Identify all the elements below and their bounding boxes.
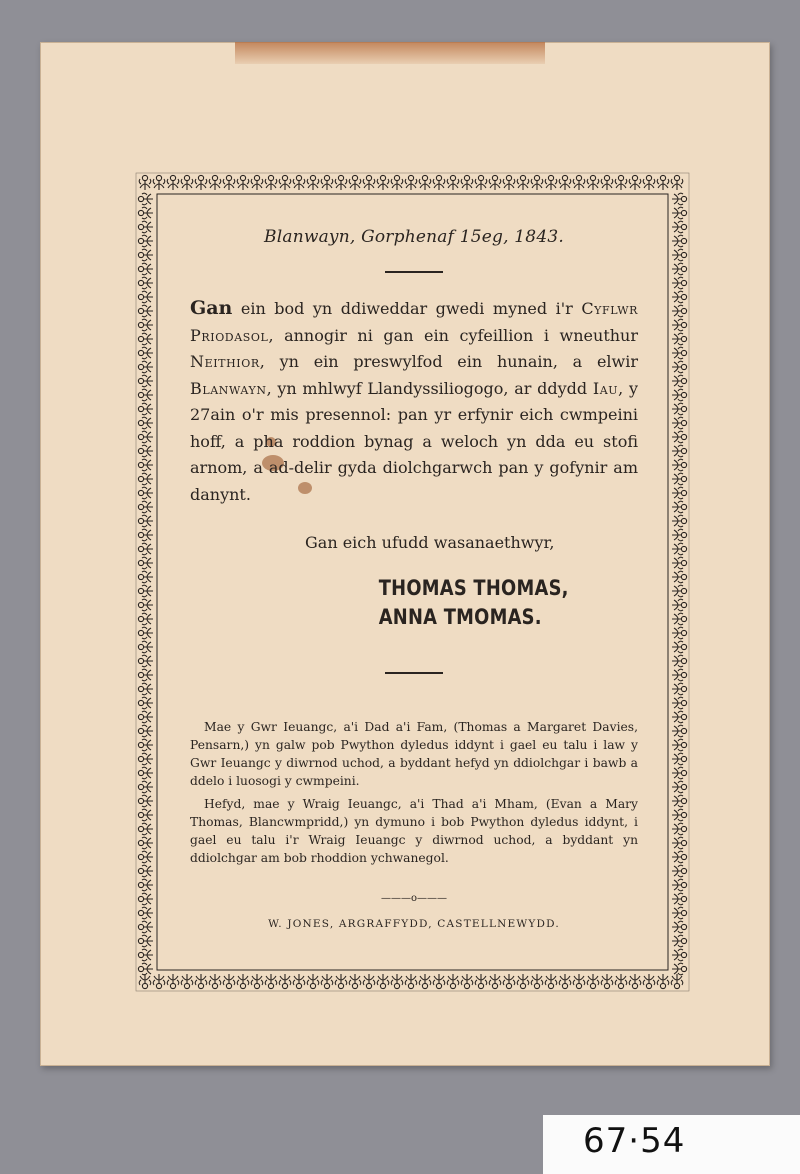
border-motif: [138, 753, 153, 765]
border-motif: [138, 711, 153, 723]
border-motif: [138, 697, 153, 709]
border-motif: [461, 175, 473, 190]
border-motif: [672, 683, 687, 695]
border-motif: [672, 473, 687, 485]
border-motif: [138, 641, 153, 653]
border-motif: [138, 851, 153, 863]
border-motif: [672, 893, 687, 905]
border-motif: [671, 974, 683, 989]
border-motif: [672, 907, 687, 919]
border-motif: [601, 175, 613, 190]
border-motif: [672, 361, 687, 373]
border-motif: [672, 417, 687, 429]
border-motif: [307, 175, 319, 190]
border-motif: [265, 974, 277, 989]
border-motif: [138, 963, 153, 975]
border-motif: [672, 697, 687, 709]
border-motif: [405, 974, 417, 989]
border-motif: [489, 974, 501, 989]
border-motif: [672, 725, 687, 737]
invitation-paragraph: [190, 295, 638, 508]
border-motif: [672, 879, 687, 891]
border-motif: [391, 974, 403, 989]
border-motif: [138, 249, 153, 261]
border-motif: [447, 974, 459, 989]
border-motif: [138, 459, 153, 471]
border-motif: [517, 974, 529, 989]
border-motif: [672, 641, 687, 653]
border-motif: [138, 613, 153, 625]
border-motif: [531, 974, 543, 989]
border-motif: [447, 175, 459, 190]
signatory-name: ANNA TMOMAS.: [378, 605, 542, 629]
border-motif: [629, 175, 641, 190]
border-motif: [433, 175, 445, 190]
border-motif: [672, 949, 687, 961]
border-motif: [293, 175, 305, 190]
border-motif: [672, 865, 687, 877]
border-motif: [615, 974, 627, 989]
border-motif: [335, 974, 347, 989]
border-motif: [672, 403, 687, 415]
border-motif: [139, 175, 151, 190]
border-motif: [419, 974, 431, 989]
border-motif: [672, 501, 687, 513]
border-motif: [279, 175, 291, 190]
border-motif: [349, 175, 361, 190]
small-caps-run: Neithior: [190, 352, 260, 371]
border-motif: [138, 515, 153, 527]
border-motif: [138, 221, 153, 233]
border-motif: [672, 711, 687, 723]
border-motif: [251, 974, 263, 989]
border-motif: [672, 795, 687, 807]
border-motif: [657, 175, 669, 190]
border-motif: [138, 879, 153, 891]
border-motif: [138, 599, 153, 611]
border-motif: [672, 389, 687, 401]
border-motif: [672, 221, 687, 233]
border-motif: [138, 837, 153, 849]
border-motif: [138, 865, 153, 877]
border-motif: [672, 529, 687, 541]
border-motif: [223, 175, 235, 190]
border-motif: [293, 974, 305, 989]
ornament-divider: ———o———: [380, 892, 448, 904]
border-motif: [672, 445, 687, 457]
border-motif: [138, 207, 153, 219]
border-motif: [349, 974, 361, 989]
border-motif: [138, 683, 153, 695]
border-motif: [489, 175, 501, 190]
border-motif: [138, 291, 153, 303]
document-sheet: [40, 42, 770, 1066]
border-motif: [195, 175, 207, 190]
border-motif: [503, 974, 515, 989]
border-motif: [672, 543, 687, 555]
border-motif: [377, 974, 389, 989]
border-motif: [138, 557, 153, 569]
border-motif: [643, 974, 655, 989]
border-motif: [138, 627, 153, 639]
border-motif: [657, 974, 669, 989]
border-motif: [545, 175, 557, 190]
note-paragraph: Hefyd, mae y Wraig Ieuangc, a'i Thad a'i Mham, (Evan a Mary Thomas, Blancwmpridd,) yn dymuno i bob Pwython dyledus iddynt, i gael eu talu i'r Wraig Ieuangc y diwrnod uchod, a byddant yn ddiolchgar am bob rhoddion ychwanegol.: [190, 796, 638, 865]
border-motif: [503, 175, 515, 190]
border-motif: [672, 319, 687, 331]
border-motif: [138, 375, 153, 387]
border-motif: [672, 557, 687, 569]
border-motif: [138, 235, 153, 247]
border-motif: [672, 515, 687, 527]
border-motif: [672, 333, 687, 345]
border-motif: [138, 823, 153, 835]
border-motif: [672, 599, 687, 611]
border-motif: [672, 809, 687, 821]
border-motif: [251, 175, 263, 190]
border-motif: [615, 175, 627, 190]
border-motif: [672, 207, 687, 219]
border-motif: [629, 974, 641, 989]
border-motif: [377, 175, 389, 190]
border-motif: [138, 277, 153, 289]
border-motif: [237, 175, 249, 190]
border-motif: [138, 571, 153, 583]
divider-rule: [385, 271, 443, 273]
border-motif: [672, 277, 687, 289]
border-motif: [672, 851, 687, 863]
border-motif: [461, 974, 473, 989]
border-motif: [138, 949, 153, 961]
border-motif: [237, 974, 249, 989]
border-motif: [531, 175, 543, 190]
border-motif: [209, 974, 221, 989]
small-caps-run: Blanwayn: [190, 378, 267, 398]
printer-imprint: W. JONES, ARGRAFFYDD, CASTELLNEWYDD.: [268, 917, 560, 930]
drop-cap: Gan: [190, 297, 233, 319]
border-motif: [363, 974, 375, 989]
border-motif: [138, 501, 153, 513]
border-motif: [672, 305, 687, 317]
signoff: Gan eich ufudd wasanaethwyr,: [305, 533, 555, 552]
border-motif: [138, 725, 153, 737]
border-motif: [672, 781, 687, 793]
border-motif: [587, 974, 599, 989]
border-motif: [559, 175, 571, 190]
border-motif: [672, 459, 687, 471]
border-motif: [138, 935, 153, 947]
border-motif: [672, 627, 687, 639]
border-motif: [139, 974, 151, 989]
border-motif: [475, 175, 487, 190]
border-motif: [307, 974, 319, 989]
border-motif: [545, 974, 557, 989]
border-motif: [209, 175, 221, 190]
border-motif: [672, 753, 687, 765]
catalogue-number: 67·54: [583, 1121, 686, 1161]
border-motif: [265, 175, 277, 190]
border-motif: [559, 974, 571, 989]
border-motif: [138, 361, 153, 373]
border-motif: [195, 974, 207, 989]
signatories: [190, 574, 571, 632]
border-motif: [672, 193, 687, 205]
border-motif: [138, 767, 153, 779]
border-motif: [405, 175, 417, 190]
text-run: , annogir ni gan ein cyfeillion i wneuthur: [268, 325, 638, 345]
border-motif: [138, 347, 153, 359]
border-motif: [587, 175, 599, 190]
border-motif: [672, 375, 687, 387]
border-motif: [138, 543, 153, 555]
signatory-name: THOMAS THOMAS,: [378, 576, 569, 600]
border-motif: [672, 823, 687, 835]
text-run: , y 27ain o'r mis presennol: pan yr erfynir eich cwmpeini hoff, a pha roddion bynag a weloch yn dda eu stofi arnom, a ad-delir gyda diolchgarwch pan y gofynir am danynt.: [190, 378, 639, 504]
border-motif: [672, 767, 687, 779]
border-motif: [671, 175, 683, 190]
border-motif: [672, 347, 687, 359]
catalogue-tag: [543, 1115, 800, 1174]
border-motif: [672, 235, 687, 247]
border-motif: [138, 417, 153, 429]
border-motif: [138, 263, 153, 275]
border-motif: [153, 175, 165, 190]
border-motif: [223, 974, 235, 989]
small-caps-run: Cyflwr Priodasol: [190, 299, 638, 345]
border-motif: [138, 739, 153, 751]
border-motif: [138, 655, 153, 667]
border-motif: [672, 837, 687, 849]
border-motif: [672, 291, 687, 303]
border-motif: [573, 974, 585, 989]
border-motif: [475, 974, 487, 989]
border-motif: [138, 487, 153, 499]
border-motif: [153, 974, 165, 989]
border-motif: [419, 175, 431, 190]
border-motif: [279, 974, 291, 989]
border-motif: [167, 974, 179, 989]
border-motif: [138, 403, 153, 415]
border-motif: [138, 431, 153, 443]
border-motif: [138, 333, 153, 345]
border-motif: [672, 571, 687, 583]
border-motif: [672, 921, 687, 933]
border-motif: [672, 613, 687, 625]
border-motif: [672, 585, 687, 597]
border-motif: [138, 305, 153, 317]
border-motif: [573, 175, 585, 190]
border-motif: [138, 193, 153, 205]
announcement-body: [190, 227, 638, 930]
border-motif: [138, 445, 153, 457]
border-motif: [672, 935, 687, 947]
small-caps-run: Iau: [592, 378, 619, 398]
border-motif: [672, 963, 687, 975]
notes-section: [190, 718, 638, 867]
divider-rule: [385, 672, 443, 674]
note-paragraph: Mae y Gwr Ieuangc, a'i Dad a'i Fam, (Thomas a Margaret Davies, Pensarn,) yn galw pob Pwython dyledus iddynt i gael eu talu i law y Gwr Ieuangc y diwrnod uchod, a byddant hefyd yn ddiolchgar i bawb a ddelo i luosogi y cwmpeini.: [190, 719, 638, 788]
border-motif: [433, 974, 445, 989]
border-motif: [321, 974, 333, 989]
border-motif: [138, 781, 153, 793]
border-motif: [138, 319, 153, 331]
border-motif: [138, 389, 153, 401]
border-motif: [138, 669, 153, 681]
border-motif: [672, 739, 687, 751]
border-motif: [643, 175, 655, 190]
border-motif: [181, 175, 193, 190]
text-run: , yn mhlwyf Llandyssiliogogo, ar ddydd: [266, 378, 593, 398]
tape-stain: [235, 42, 545, 64]
border-motif: [138, 585, 153, 597]
text-run: , yn ein preswylfod ein hunain, a elwir: [259, 352, 638, 371]
border-motif: [138, 893, 153, 905]
border-motif: [672, 431, 687, 443]
border-motif: [167, 175, 179, 190]
border-motif: [672, 487, 687, 499]
border-motif: [138, 795, 153, 807]
border-motif: [181, 974, 193, 989]
border-motif: [672, 263, 687, 275]
border-motif: [138, 529, 153, 541]
text-run: ein bod yn ddiweddar gwedi myned i'r: [232, 299, 582, 318]
border-motif: [672, 669, 687, 681]
border-motif: [138, 809, 153, 821]
border-motif: [672, 655, 687, 667]
border-motif: [138, 921, 153, 933]
border-motif: [517, 175, 529, 190]
border-motif: [601, 974, 613, 989]
border-motif: [335, 175, 347, 190]
border-motif: [672, 249, 687, 261]
border-motif: [138, 907, 153, 919]
border-motif: [138, 473, 153, 485]
dateline: Blanwayn, Gorphenaf 15eg, 1843.: [264, 227, 564, 247]
border-motif: [363, 175, 375, 190]
border-motif: [391, 175, 403, 190]
border-motif: [321, 175, 333, 190]
